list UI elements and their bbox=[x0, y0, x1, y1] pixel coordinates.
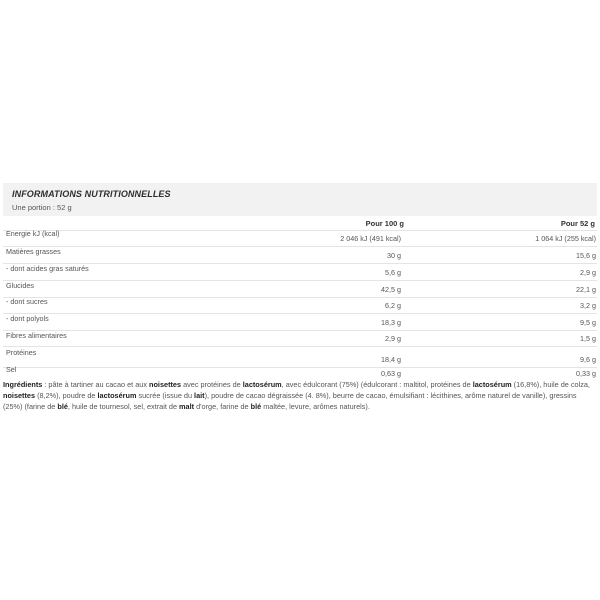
nutrient-label: - dont sucres bbox=[6, 297, 48, 306]
row-separator bbox=[3, 330, 597, 331]
value-per-portion: 9,5 g bbox=[580, 318, 596, 327]
nutrition-header bbox=[3, 183, 597, 216]
nutrition-title: INFORMATIONS NUTRITIONNELLES bbox=[12, 189, 171, 199]
nutrient-label: Fibres alimentaires bbox=[6, 331, 67, 340]
value-per-100g: 0,63 g bbox=[381, 369, 401, 378]
ingredient-highlight: malt bbox=[179, 402, 195, 411]
ingredient-text: (16,8%), huile de colza, bbox=[511, 380, 590, 389]
nutrient-label: Matières grasses bbox=[6, 247, 61, 256]
row-separator bbox=[3, 246, 597, 247]
value-per-portion: 0,33 g bbox=[576, 369, 596, 378]
row-separator bbox=[3, 280, 597, 281]
ingredients-text bbox=[3, 379, 595, 412]
value-per-100g: 2,9 g bbox=[385, 334, 401, 343]
ingredient-highlight: lactosérum bbox=[472, 380, 512, 389]
nutrient-label: - dont acides gras saturés bbox=[6, 264, 89, 273]
value-per-portion: 2,9 g bbox=[580, 268, 596, 277]
ingredient-text: ), poudre de cacao dégraissée (4. 8%), beurre de cacao, émulsifiant : lécithines, arôme naturel de vanille), gressins (25%) (farine de bbox=[3, 391, 577, 411]
value-per-100g: 18,3 g bbox=[381, 318, 401, 327]
ingredient-highlight: lactosérum bbox=[242, 380, 282, 389]
value-per-portion: 3,2 g bbox=[580, 301, 596, 310]
value-per-portion: 1 064 kJ (255 kcal) bbox=[535, 234, 596, 243]
ingredient-highlight: lait bbox=[194, 391, 205, 400]
ingredient-highlight: noisettes bbox=[3, 391, 36, 400]
value-per-portion: 1,5 g bbox=[580, 334, 596, 343]
nutrient-label: Glucides bbox=[6, 281, 34, 290]
header-separator bbox=[3, 230, 597, 231]
col-header-per-portion: Pour 52 g bbox=[560, 219, 595, 228]
portion-size: Une portion : 52 g bbox=[12, 203, 72, 212]
ingredient-text: (8,2%), poudre de bbox=[35, 391, 98, 400]
value-per-100g: 5,6 g bbox=[385, 268, 401, 277]
value-per-portion: 9,6 g bbox=[580, 355, 596, 364]
ingredient-text: : pâte à tartiner au cacao et aux bbox=[42, 380, 150, 389]
nutrition-panel bbox=[3, 183, 597, 216]
value-per-portion: 15,6 g bbox=[576, 251, 596, 260]
value-per-100g: 2 046 kJ (491 kcal) bbox=[340, 234, 401, 243]
row-separator bbox=[3, 263, 597, 264]
value-per-100g: 42,5 g bbox=[381, 285, 401, 294]
row-separator bbox=[3, 346, 597, 347]
value-per-100g: 18,4 g bbox=[381, 355, 401, 364]
ingredient-text: d'orge, farine de bbox=[194, 402, 251, 411]
ingredient-highlight: blé bbox=[57, 402, 68, 411]
nutrient-label: Protéines bbox=[6, 348, 37, 357]
ingredient-highlight: noisettes bbox=[149, 380, 182, 389]
value-per-100g: 6,2 g bbox=[385, 301, 401, 310]
nutrient-label: Energie kJ (kcal) bbox=[6, 229, 60, 238]
ingredient-highlight: blé bbox=[250, 402, 262, 411]
ingredient-text: maltée, levure, arômes naturels). bbox=[261, 402, 370, 411]
row-separator bbox=[3, 297, 597, 298]
nutrient-label: Sel bbox=[6, 365, 17, 374]
value-per-portion: 22,1 g bbox=[576, 285, 596, 294]
value-per-100g: 30 g bbox=[387, 251, 401, 260]
row-separator bbox=[3, 367, 597, 368]
col-header-per-100g: Pour 100 g bbox=[365, 219, 404, 228]
nutrient-label: - dont polyols bbox=[6, 314, 49, 323]
ingredient-text: avec protéines de bbox=[181, 380, 243, 389]
ingredient-text: sucrée (issue du bbox=[136, 391, 195, 400]
ingredient-highlight: lactosérum bbox=[97, 391, 137, 400]
ingredient-text: , avec édulcorant (75%) (édulcorant : maltitol, protéines de bbox=[281, 380, 473, 389]
ingredient-highlight: Ingrédients bbox=[3, 380, 43, 389]
ingredient-text: , huile de tournesol, sel, extrait de bbox=[67, 402, 180, 411]
row-separator bbox=[3, 313, 597, 314]
